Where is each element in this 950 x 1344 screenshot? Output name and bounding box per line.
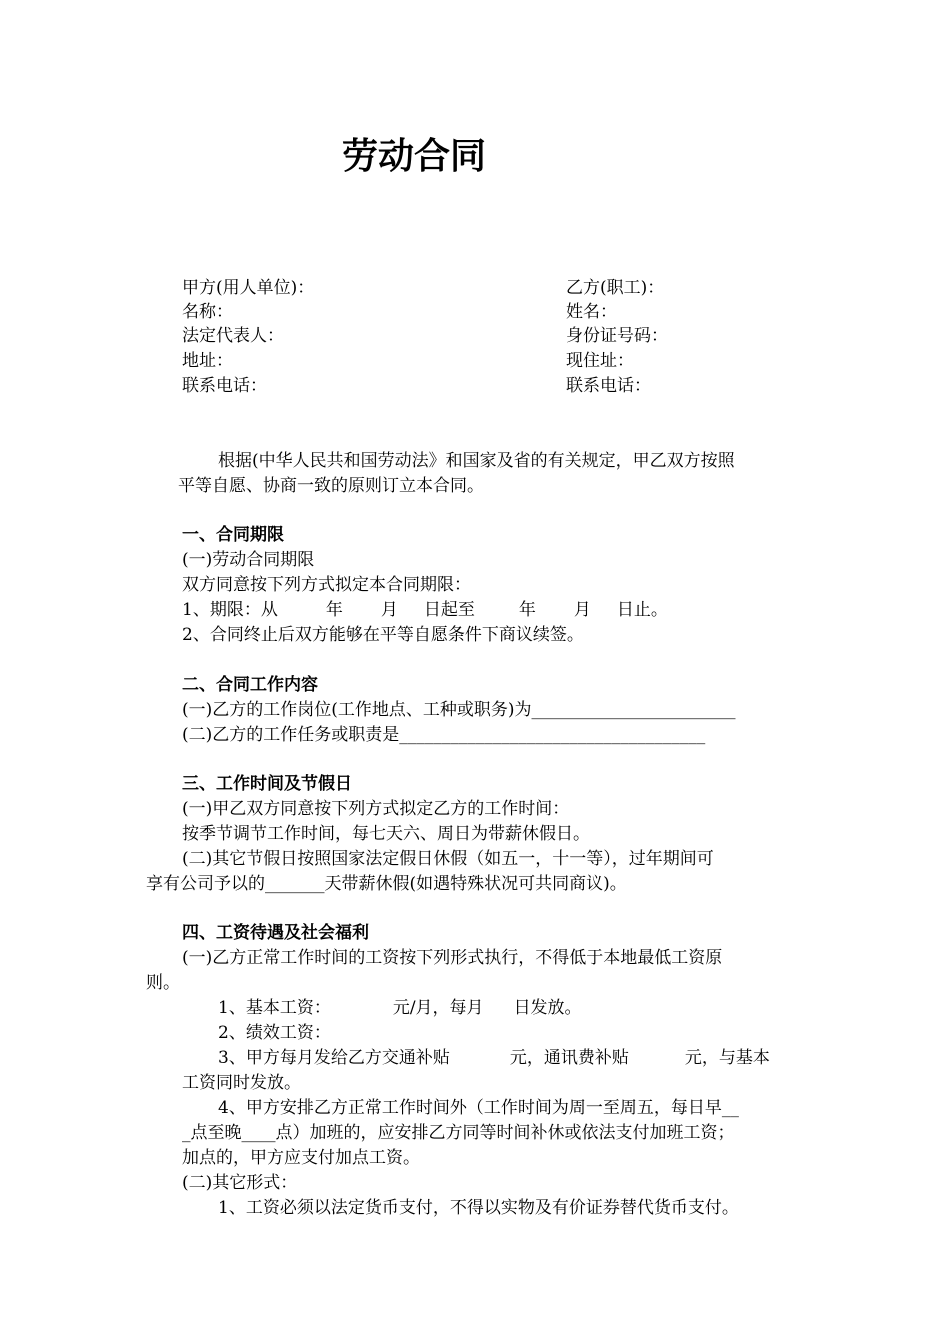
- section-2-line-2: (二)乙方的工作任务或职责是____________________________________: [182, 725, 706, 745]
- section-4-line-10: (二)其它形式：: [182, 1173, 298, 1193]
- preamble-line-2: 平等自愿、协商一致的原则订立本合同。: [178, 476, 484, 496]
- section-3-line-2: 按季节调节工作时间，每七天六、周日为带薪休假日。: [182, 824, 590, 844]
- preamble-line-1: 根据(中华人民共和国劳动法》和国家及省的有关规定，甲乙双方按照: [218, 451, 735, 471]
- party-b-address-label: 现住址：: [566, 351, 634, 371]
- party-a-address-label: 地址：: [182, 351, 233, 371]
- section-2-heading: 二、合同工作内容: [182, 675, 318, 695]
- section-3-heading: 三、工作时间及节假日: [182, 774, 352, 794]
- section-1-line-4: 2、合同终止后双方能够在平等自愿条件下商议续签。: [182, 625, 584, 645]
- term-to-month: 月: [573, 600, 591, 620]
- section-3-line-4: 享有公司予以的_______天带薪休假(如遇特殊状况可共同商议)。: [146, 874, 627, 894]
- section-1-line-1: (一)劳动合同期限: [182, 550, 315, 570]
- basic-salary-payday: 日发放。: [513, 998, 582, 1018]
- term-to-day: 日止。: [616, 600, 668, 620]
- term-to-year: 年: [518, 600, 536, 620]
- section-3-line-3: (二)其它节假日按照国家法定假日休假（如五一，十一等），过年期间可: [182, 849, 714, 869]
- section-4-line-1: (一)乙方正常工作时间的工资按下列形式执行，不得低于本地最低工资原: [182, 948, 723, 968]
- allowance-line: [218, 1046, 770, 1070]
- party-a-label: 甲方(用人单位)：: [182, 278, 315, 298]
- transport-allowance-label: 3、甲方每月发给乙方交通补贴: [218, 1048, 450, 1068]
- section-4-line-2: 则。: [146, 973, 180, 993]
- section-1-term-line: [182, 598, 668, 622]
- section-4-line-6: 工资同时发放。: [182, 1073, 301, 1093]
- phone-allowance-label: 元，通讯费补贴: [509, 1048, 629, 1068]
- term-from-year: 年: [325, 600, 343, 620]
- document-title: 劳动合同: [342, 136, 487, 177]
- party-a-phone-label: 联系电话：: [182, 376, 267, 396]
- party-a-name-label: 名称：: [182, 302, 233, 322]
- section-3-line-1: (一)甲乙双方同意按下列方式拟定乙方的工作时间：: [182, 799, 570, 819]
- party-a-legal-rep-label: 法定代表人：: [182, 326, 284, 346]
- basic-salary-label: 1、基本工资：: [218, 998, 331, 1018]
- term-from-day: 日起至: [423, 600, 475, 620]
- term-from-month: 月: [380, 600, 398, 620]
- party-b-phone-label: 联系电话：: [566, 376, 651, 396]
- party-b-name-label: 姓名：: [566, 302, 617, 322]
- section-4-line-8: _点至晚____点）加班的，应安排乙方同等时间补休或依法支付加班工资；: [182, 1123, 735, 1143]
- basic-salary-line: [218, 996, 582, 1020]
- allowance-tail: 元，与基本: [684, 1048, 770, 1068]
- section-1-line-2: 双方同意按下列方式拟定本合同期限：: [182, 575, 471, 595]
- section-4-heading: 四、工资待遇及社会福利: [182, 923, 369, 943]
- section-1-heading: 一、合同期限: [182, 525, 284, 545]
- party-b-id-label: 身份证号码：: [566, 326, 668, 346]
- section-4-line-7: 4、甲方安排乙方正常工作时间外（工作时间为周一至周五，每日早__: [218, 1098, 739, 1118]
- section-4-line-9: 加点的，甲方应支付加点工资。: [182, 1148, 420, 1168]
- section-2-line-1: (一)乙方的工作岗位(工作地点、工种或职务)为________________________: [182, 700, 736, 720]
- section-4-line-11: 1、工资必须以法定货币支付，不得以实物及有价证券替代货币支付。: [218, 1198, 739, 1218]
- performance-salary-line: 2、绩效工资：: [218, 1023, 331, 1043]
- term-from-label: 1、期限：从: [182, 600, 278, 620]
- party-b-label: 乙方(职工)：: [566, 278, 665, 298]
- basic-salary-unit: 元/月，每月: [392, 998, 484, 1018]
